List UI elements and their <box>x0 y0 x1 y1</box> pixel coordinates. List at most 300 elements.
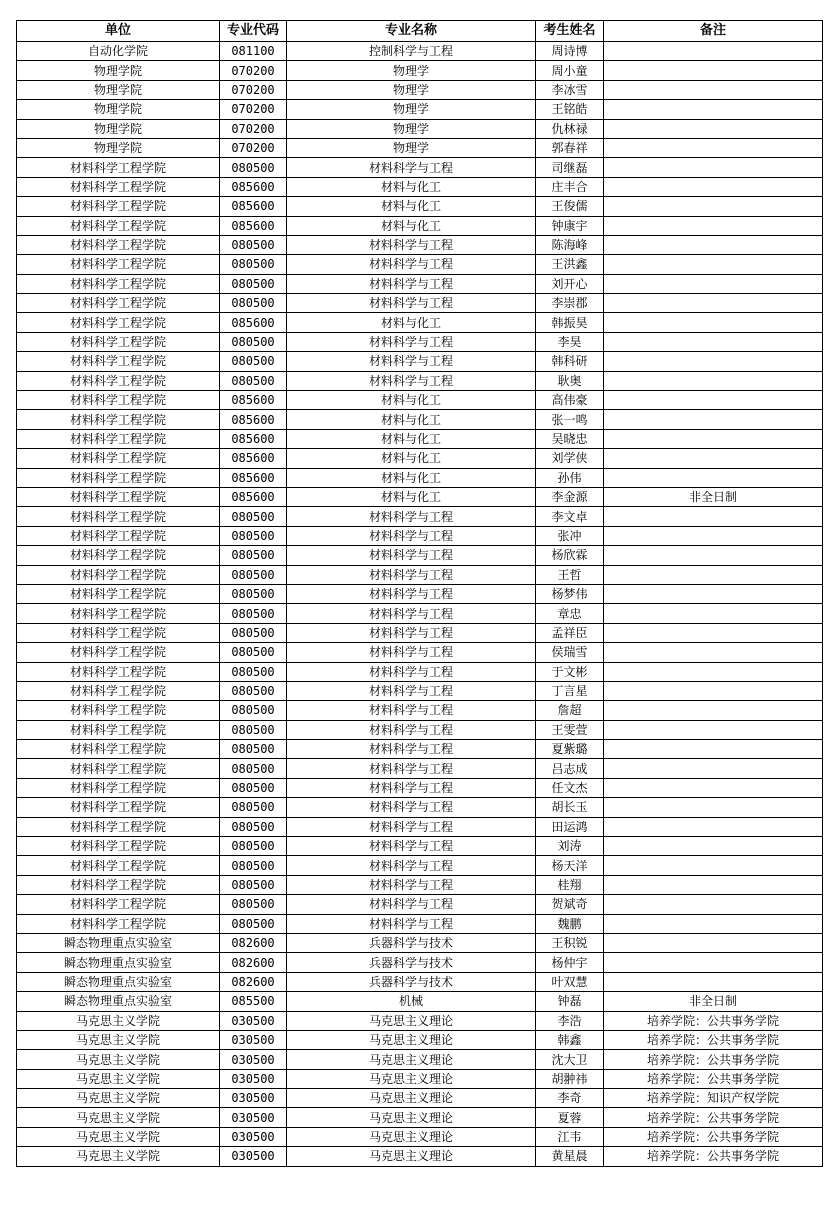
cell-major-code: 080500 <box>220 837 287 856</box>
cell-major-code: 080500 <box>220 332 287 351</box>
table-row <box>17 526 823 545</box>
cell-student-name: 吕志成 <box>536 759 604 778</box>
cell-major-code: 070200 <box>220 61 287 80</box>
cell-remark <box>604 197 823 216</box>
cell-major-code: 080500 <box>220 526 287 545</box>
table-row <box>17 1011 823 1030</box>
cell-unit: 材料科学工程学院 <box>17 294 220 313</box>
cell-major-code: 080500 <box>220 235 287 254</box>
table-row <box>17 138 823 157</box>
cell-major-name: 材料与化工 <box>287 313 536 332</box>
cell-remark: 培养学院：公共事务学院 <box>604 1108 823 1127</box>
table-row <box>17 158 823 177</box>
table-row <box>17 1069 823 1088</box>
cell-unit: 材料科学工程学院 <box>17 177 220 196</box>
cell-major-name: 马克思主义理论 <box>287 1030 536 1049</box>
table-row <box>17 1147 823 1166</box>
table-row <box>17 80 823 99</box>
cell-major-name: 马克思主义理论 <box>287 1127 536 1146</box>
cell-unit: 马克思主义学院 <box>17 1030 220 1049</box>
table-row <box>17 216 823 235</box>
table-row <box>17 740 823 759</box>
cell-remark <box>604 274 823 293</box>
cell-major-code: 082600 <box>220 953 287 972</box>
cell-student-name: 杨仲宇 <box>536 953 604 972</box>
table-row <box>17 1108 823 1127</box>
cell-remark <box>604 740 823 759</box>
cell-major-name: 材料与化工 <box>287 197 536 216</box>
cell-student-name: 叶双慧 <box>536 972 604 991</box>
table-row <box>17 720 823 739</box>
cell-remark <box>604 681 823 700</box>
cell-remark <box>604 42 823 61</box>
cell-major-name: 马克思主义理论 <box>287 1069 536 1088</box>
cell-major-name: 材料科学与工程 <box>287 352 536 371</box>
cell-major-code: 030500 <box>220 1011 287 1030</box>
cell-remark <box>604 371 823 390</box>
cell-unit: 瞬态物理重点实验室 <box>17 953 220 972</box>
cell-remark <box>604 565 823 584</box>
cell-major-name: 材料科学与工程 <box>287 584 536 603</box>
cell-major-code: 080500 <box>220 720 287 739</box>
cell-remark <box>604 546 823 565</box>
cell-major-code: 082600 <box>220 972 287 991</box>
cell-major-code: 085600 <box>220 391 287 410</box>
table-row <box>17 778 823 797</box>
cell-major-name: 物理学 <box>287 61 536 80</box>
cell-major-code: 080500 <box>220 701 287 720</box>
cell-major-name: 材料科学与工程 <box>287 856 536 875</box>
cell-student-name: 刘学侠 <box>536 449 604 468</box>
table-row <box>17 294 823 313</box>
cell-major-name: 材料科学与工程 <box>287 565 536 584</box>
cell-student-name: 于文彬 <box>536 662 604 681</box>
cell-student-name: 孙伟 <box>536 468 604 487</box>
cell-unit: 材料科学工程学院 <box>17 255 220 274</box>
cell-major-code: 080500 <box>220 740 287 759</box>
table-row <box>17 817 823 836</box>
cell-unit: 瞬态物理重点实验室 <box>17 972 220 991</box>
cell-student-name: 杨梦伟 <box>536 584 604 603</box>
table-row <box>17 119 823 138</box>
cell-remark <box>604 410 823 429</box>
cell-unit: 材料科学工程学院 <box>17 197 220 216</box>
cell-student-name: 吴晓忠 <box>536 429 604 448</box>
cell-major-name: 马克思主义理论 <box>287 1147 536 1166</box>
cell-major-code: 080500 <box>220 798 287 817</box>
cell-student-name: 桂翔 <box>536 875 604 894</box>
cell-remark <box>604 972 823 991</box>
cell-unit: 材料科学工程学院 <box>17 778 220 797</box>
cell-major-code: 085600 <box>220 487 287 506</box>
cell-major-name: 材料与化工 <box>287 177 536 196</box>
table-row <box>17 798 823 817</box>
cell-major-code: 030500 <box>220 1050 287 1069</box>
cell-student-name: 李昊 <box>536 332 604 351</box>
cell-remark <box>604 100 823 119</box>
cell-major-name: 材料科学与工程 <box>287 662 536 681</box>
cell-student-name: 杨欣霖 <box>536 546 604 565</box>
cell-remark: 非全日制 <box>604 992 823 1011</box>
table-row <box>17 662 823 681</box>
cell-student-name: 李奇 <box>536 1089 604 1108</box>
cell-major-name: 兵器科学与技术 <box>287 953 536 972</box>
cell-unit: 马克思主义学院 <box>17 1050 220 1069</box>
table-row <box>17 177 823 196</box>
table-row <box>17 100 823 119</box>
cell-major-name: 材料科学与工程 <box>287 740 536 759</box>
cell-unit: 物理学院 <box>17 80 220 99</box>
cell-remark <box>604 584 823 603</box>
cell-student-name: 丁言星 <box>536 681 604 700</box>
cell-major-code: 080500 <box>220 352 287 371</box>
cell-student-name: 钟磊 <box>536 992 604 1011</box>
table-row <box>17 759 823 778</box>
cell-major-code: 070200 <box>220 119 287 138</box>
cell-major-name: 材料科学与工程 <box>287 526 536 545</box>
cell-major-code: 070200 <box>220 138 287 157</box>
cell-major-code: 080500 <box>220 294 287 313</box>
cell-unit: 材料科学工程学院 <box>17 701 220 720</box>
cell-major-code: 080500 <box>220 759 287 778</box>
cell-student-name: 任文杰 <box>536 778 604 797</box>
cell-major-code: 085600 <box>220 313 287 332</box>
cell-unit: 材料科学工程学院 <box>17 720 220 739</box>
cell-unit: 马克思主义学院 <box>17 1127 220 1146</box>
cell-major-name: 材料科学与工程 <box>287 720 536 739</box>
cell-major-code: 080500 <box>220 662 287 681</box>
cell-unit: 材料科学工程学院 <box>17 235 220 254</box>
cell-remark <box>604 138 823 157</box>
table-row <box>17 681 823 700</box>
table-row <box>17 352 823 371</box>
cell-student-name: 沈大卫 <box>536 1050 604 1069</box>
cell-unit: 物理学院 <box>17 100 220 119</box>
table-row <box>17 449 823 468</box>
cell-major-code: 080500 <box>220 895 287 914</box>
cell-major-code: 085500 <box>220 992 287 1011</box>
cell-major-name: 材料科学与工程 <box>287 371 536 390</box>
cell-remark <box>604 294 823 313</box>
cell-unit: 材料科学工程学院 <box>17 410 220 429</box>
cell-major-name: 马克思主义理论 <box>287 1011 536 1030</box>
header-major-name: 专业名称 <box>287 21 536 42</box>
cell-unit: 材料科学工程学院 <box>17 662 220 681</box>
table-row <box>17 332 823 351</box>
cell-remark <box>604 778 823 797</box>
cell-unit: 材料科学工程学院 <box>17 216 220 235</box>
cell-major-name: 材料与化工 <box>287 468 536 487</box>
cell-unit: 马克思主义学院 <box>17 1011 220 1030</box>
cell-student-name: 韩科研 <box>536 352 604 371</box>
cell-unit: 物理学院 <box>17 119 220 138</box>
cell-major-code: 080500 <box>220 681 287 700</box>
cell-unit: 材料科学工程学院 <box>17 681 220 700</box>
cell-major-name: 马克思主义理论 <box>287 1108 536 1127</box>
cell-remark <box>604 720 823 739</box>
cell-major-name: 材料科学与工程 <box>287 798 536 817</box>
cell-remark <box>604 643 823 662</box>
cell-major-code: 080500 <box>220 623 287 642</box>
header-row <box>17 21 823 42</box>
cell-major-code: 080500 <box>220 158 287 177</box>
cell-remark <box>604 662 823 681</box>
cell-major-name: 马克思主义理论 <box>287 1089 536 1108</box>
table-row <box>17 565 823 584</box>
cell-major-name: 控制科学与工程 <box>287 42 536 61</box>
cell-unit: 材料科学工程学院 <box>17 643 220 662</box>
cell-student-name: 詹超 <box>536 701 604 720</box>
cell-major-name: 材料科学与工程 <box>287 623 536 642</box>
cell-major-name: 物理学 <box>287 119 536 138</box>
header-remark: 备注 <box>604 21 823 42</box>
cell-unit: 材料科学工程学院 <box>17 468 220 487</box>
cell-student-name: 孟祥臣 <box>536 623 604 642</box>
cell-student-name: 耿奥 <box>536 371 604 390</box>
cell-remark <box>604 332 823 351</box>
cell-student-name: 张一鸣 <box>536 410 604 429</box>
cell-student-name: 李浩 <box>536 1011 604 1030</box>
cell-remark <box>604 255 823 274</box>
cell-unit: 马克思主义学院 <box>17 1147 220 1166</box>
cell-major-code: 080500 <box>220 371 287 390</box>
cell-major-name: 机械 <box>287 992 536 1011</box>
cell-major-name: 材料与化工 <box>287 391 536 410</box>
cell-remark: 培养学院：公共事务学院 <box>604 1069 823 1088</box>
cell-unit: 材料科学工程学院 <box>17 313 220 332</box>
cell-major-name: 兵器科学与技术 <box>287 933 536 952</box>
cell-remark: 非全日制 <box>604 487 823 506</box>
cell-remark <box>604 837 823 856</box>
cell-major-code: 080500 <box>220 565 287 584</box>
cell-remark <box>604 759 823 778</box>
cell-remark: 培养学院：公共事务学院 <box>604 1147 823 1166</box>
header-unit: 单位 <box>17 21 220 42</box>
cell-student-name: 庄丰合 <box>536 177 604 196</box>
cell-student-name: 王积锐 <box>536 933 604 952</box>
table-row <box>17 584 823 603</box>
cell-remark <box>604 875 823 894</box>
cell-major-code: 080500 <box>220 817 287 836</box>
cell-major-code: 070200 <box>220 80 287 99</box>
cell-remark <box>604 216 823 235</box>
cell-major-code: 080500 <box>220 914 287 933</box>
table-body <box>17 42 823 1167</box>
cell-major-code: 030500 <box>220 1030 287 1049</box>
table-row <box>17 933 823 952</box>
cell-remark <box>604 119 823 138</box>
cell-major-name: 材料科学与工程 <box>287 643 536 662</box>
cell-unit: 材料科学工程学院 <box>17 817 220 836</box>
header-major-code: 专业代码 <box>220 21 287 42</box>
cell-remark <box>604 391 823 410</box>
table-row <box>17 895 823 914</box>
cell-major-name: 材料科学与工程 <box>287 604 536 623</box>
cell-unit: 材料科学工程学院 <box>17 158 220 177</box>
table-row <box>17 623 823 642</box>
cell-major-code: 080500 <box>220 584 287 603</box>
cell-remark <box>604 177 823 196</box>
cell-unit: 材料科学工程学院 <box>17 546 220 565</box>
table-row <box>17 274 823 293</box>
table-row <box>17 604 823 623</box>
cell-major-code: 030500 <box>220 1127 287 1146</box>
table-row <box>17 992 823 1011</box>
table-row <box>17 837 823 856</box>
cell-remark <box>604 468 823 487</box>
cell-unit: 材料科学工程学院 <box>17 526 220 545</box>
cell-major-code: 080500 <box>220 255 287 274</box>
cell-major-name: 材料科学与工程 <box>287 681 536 700</box>
cell-remark <box>604 817 823 836</box>
cell-student-name: 刘开心 <box>536 274 604 293</box>
table-row <box>17 235 823 254</box>
cell-unit: 材料科学工程学院 <box>17 798 220 817</box>
cell-student-name: 胡翀祎 <box>536 1069 604 1088</box>
cell-major-code: 030500 <box>220 1147 287 1166</box>
cell-student-name: 李金源 <box>536 487 604 506</box>
cell-student-name: 张冲 <box>536 526 604 545</box>
cell-major-name: 材料科学与工程 <box>287 255 536 274</box>
cell-major-name: 材料科学与工程 <box>287 235 536 254</box>
table-row <box>17 468 823 487</box>
cell-unit: 材料科学工程学院 <box>17 487 220 506</box>
table-row <box>17 42 823 61</box>
cell-major-name: 材料科学与工程 <box>287 837 536 856</box>
cell-student-name: 郭春祥 <box>536 138 604 157</box>
cell-major-name: 材料科学与工程 <box>287 332 536 351</box>
cell-remark <box>604 507 823 526</box>
cell-unit: 材料科学工程学院 <box>17 449 220 468</box>
cell-major-code: 085600 <box>220 449 287 468</box>
table-row <box>17 546 823 565</box>
cell-remark: 培养学院：公共事务学院 <box>604 1050 823 1069</box>
cell-unit: 材料科学工程学院 <box>17 759 220 778</box>
cell-student-name: 周小童 <box>536 61 604 80</box>
cell-major-code: 080500 <box>220 856 287 875</box>
cell-student-name: 夏紫璐 <box>536 740 604 759</box>
cell-remark <box>604 235 823 254</box>
table-row <box>17 371 823 390</box>
cell-student-name: 魏鹏 <box>536 914 604 933</box>
cell-remark <box>604 313 823 332</box>
cell-unit: 物理学院 <box>17 61 220 80</box>
cell-major-name: 物理学 <box>287 80 536 99</box>
cell-unit: 瞬态物理重点实验室 <box>17 933 220 952</box>
cell-major-code: 030500 <box>220 1069 287 1088</box>
cell-unit: 材料科学工程学院 <box>17 565 220 584</box>
cell-student-name: 王俊儒 <box>536 197 604 216</box>
table-row <box>17 391 823 410</box>
table-row <box>17 972 823 991</box>
cell-student-name: 周诗博 <box>536 42 604 61</box>
cell-major-code: 070200 <box>220 100 287 119</box>
cell-major-name: 材料与化工 <box>287 410 536 429</box>
cell-remark <box>604 798 823 817</box>
table-row <box>17 856 823 875</box>
cell-major-name: 兵器科学与技术 <box>287 972 536 991</box>
cell-major-code: 082600 <box>220 933 287 952</box>
cell-student-name: 黄星晨 <box>536 1147 604 1166</box>
table-row <box>17 1050 823 1069</box>
cell-student-name: 李崇郡 <box>536 294 604 313</box>
cell-unit: 材料科学工程学院 <box>17 332 220 351</box>
cell-student-name: 胡长玉 <box>536 798 604 817</box>
cell-major-code: 080500 <box>220 778 287 797</box>
cell-student-name: 刘涛 <box>536 837 604 856</box>
cell-remark <box>604 953 823 972</box>
cell-unit: 材料科学工程学院 <box>17 352 220 371</box>
cell-major-name: 物理学 <box>287 138 536 157</box>
cell-student-name: 王铭皓 <box>536 100 604 119</box>
cell-remark: 培养学院：公共事务学院 <box>604 1127 823 1146</box>
cell-major-name: 材料科学与工程 <box>287 507 536 526</box>
table-row <box>17 197 823 216</box>
cell-major-name: 材料与化工 <box>287 216 536 235</box>
cell-major-name: 物理学 <box>287 100 536 119</box>
cell-unit: 材料科学工程学院 <box>17 895 220 914</box>
table-row <box>17 507 823 526</box>
cell-major-code: 080500 <box>220 274 287 293</box>
cell-major-code: 080500 <box>220 507 287 526</box>
cell-remark <box>604 604 823 623</box>
table-row <box>17 255 823 274</box>
cell-remark <box>604 623 823 642</box>
table-row <box>17 914 823 933</box>
cell-unit: 材料科学工程学院 <box>17 429 220 448</box>
cell-major-name: 材料科学与工程 <box>287 274 536 293</box>
cell-major-name: 材料与化工 <box>287 449 536 468</box>
cell-unit: 材料科学工程学院 <box>17 623 220 642</box>
cell-unit: 材料科学工程学院 <box>17 837 220 856</box>
cell-unit: 材料科学工程学院 <box>17 875 220 894</box>
cell-major-code: 080500 <box>220 546 287 565</box>
cell-major-code: 085600 <box>220 410 287 429</box>
cell-major-name: 材料科学与工程 <box>287 759 536 778</box>
cell-major-code: 085600 <box>220 216 287 235</box>
cell-major-code: 085600 <box>220 197 287 216</box>
cell-unit: 马克思主义学院 <box>17 1089 220 1108</box>
cell-major-code: 085600 <box>220 429 287 448</box>
cell-student-name: 王雯萱 <box>536 720 604 739</box>
cell-student-name: 王哲 <box>536 565 604 584</box>
cell-remark <box>604 856 823 875</box>
cell-unit: 材料科学工程学院 <box>17 371 220 390</box>
cell-student-name: 司继磊 <box>536 158 604 177</box>
cell-major-name: 材料科学与工程 <box>287 817 536 836</box>
cell-unit: 材料科学工程学院 <box>17 856 220 875</box>
cell-remark <box>604 429 823 448</box>
cell-unit: 材料科学工程学院 <box>17 604 220 623</box>
cell-unit: 自动化学院 <box>17 42 220 61</box>
cell-remark <box>604 914 823 933</box>
cell-major-name: 材料科学与工程 <box>287 875 536 894</box>
cell-student-name: 李文卓 <box>536 507 604 526</box>
cell-remark <box>604 895 823 914</box>
cell-remark <box>604 352 823 371</box>
table-row <box>17 701 823 720</box>
table-row <box>17 313 823 332</box>
cell-student-name: 贺斌奇 <box>536 895 604 914</box>
table-row <box>17 875 823 894</box>
cell-major-code: 080500 <box>220 875 287 894</box>
cell-student-name: 夏蓉 <box>536 1108 604 1127</box>
cell-major-code: 080500 <box>220 604 287 623</box>
table-row <box>17 1030 823 1049</box>
cell-unit: 材料科学工程学院 <box>17 914 220 933</box>
cell-unit: 材料科学工程学院 <box>17 391 220 410</box>
cell-remark <box>604 80 823 99</box>
